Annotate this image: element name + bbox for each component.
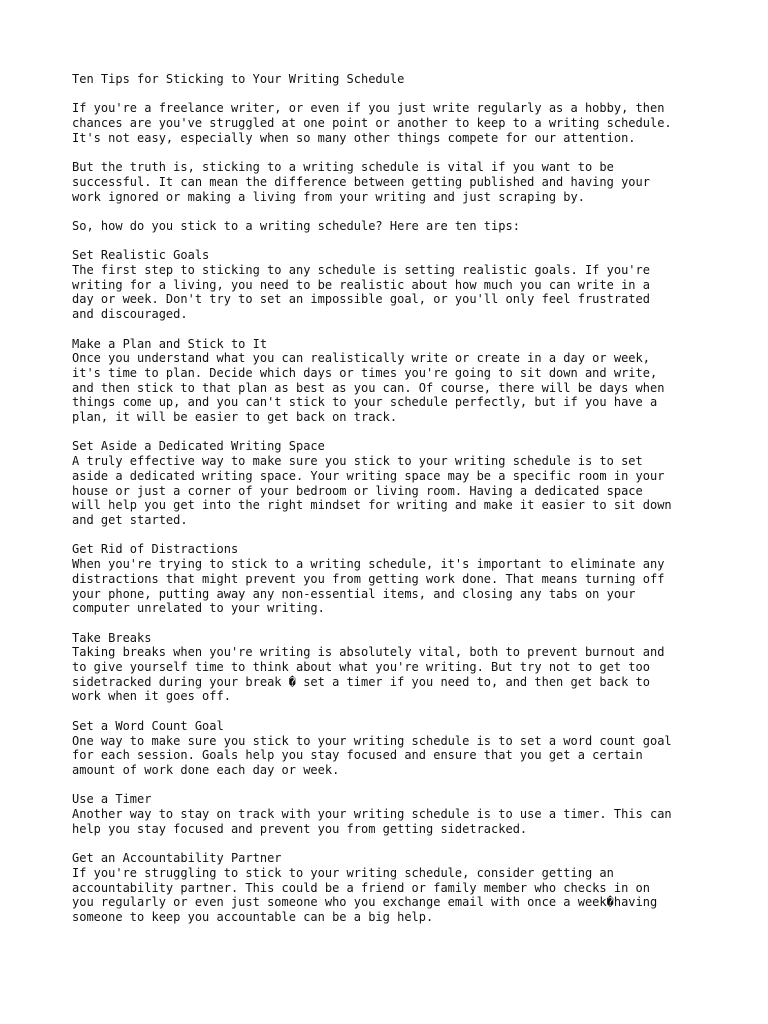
tip-section [72,631,712,705]
tip-heading: Use a Timer [72,792,152,807]
intro-paragraph-2: But the truth is, sticking to a writing schedule is vital if you want to be successful. It can mean the difference between getting published and having your work ignored or making a living from your writing and just scraping by. [72,160,650,204]
tip-section [72,337,712,425]
tip-body: When you're trying to stick to a writing schedule, it's important to eliminate any distractions that might prevent you from getting work done. That means turning off your phone, putting away any non-essential items, and closing any tabs on your computer unrelated to your writing. [72,557,665,616]
tip-heading: Get an Accountability Partner [72,851,282,866]
document-title: Ten Tips for Sticking to Your Writing Schedule [72,72,405,86]
tip-heading: Make a Plan and Stick to It [72,336,268,351]
tip-body: Taking breaks when you're writing is absolutely vital, both to prevent burnout and to give yourself time to think about what you're writing. But try not to get too sidetracked during your break � set a timer if you need to, and then get back to work when it goes off. [72,645,665,704]
intro-paragraph-3: So, how do you stick to a writing schedule? Here are ten tips: [72,218,520,233]
document-page [72,72,712,939]
tip-section [72,851,712,925]
tip-section [72,248,712,322]
tip-body: Another way to stay on track with your writing schedule is to use a timer. This can help you stay focused and prevent you from getting sidetracked. [72,807,672,836]
tip-heading: Set Aside a Dedicated Writing Space [72,439,325,454]
tip-section [72,719,712,778]
tip-heading: Set Realistic Goals [72,248,210,263]
tip-section [72,792,712,836]
tip-heading: Set a Word Count Goal [72,718,224,733]
tip-body: One way to make sure you stick to your writing schedule is to set a word count goal for each session. Goals help you stay focused and ensure that you get a certain amount of work done each day or week. [72,733,672,777]
tip-body: The first step to sticking to any schedule is setting realistic goals. If you're writing for a living, you need to be realistic about how much you can write in a day or week. Don't try to set an impossible goal, or you'll only feel frustrated and discouraged. [72,263,650,322]
tip-body: A truly effective way to make sure you stick to your writing schedule is to set aside a dedicated writing space. Your writing space may be a specific room in your house or just a corner of your bedroom or living room. Having a dedicated space will help you get into the right mindset for writing and make it easier to sit down and get started. [72,454,672,527]
intro-paragraph-1: If you're a freelance writer, or even if you just write regularly as a hobby, then chances are you've struggled at one point or another to keep to a writing schedule. It's not easy, especially when so many other things compete for our attention. [72,101,672,145]
tip-section [72,542,712,616]
tip-heading: Get Rid of Distractions [72,542,239,557]
tip-heading: Take Breaks [72,630,152,645]
tip-body: Once you understand what you can realistically write or create in a day or week, it's time to plan. Decide which days or times you're going to sit down and write, and then stick to that plan as best as you can. Of course, there will be days when things come up, and you can't stick to your schedule perfectly, but if you have a plan, it will be easier to get back on track. [72,351,665,425]
tip-body: If you're struggling to stick to your writing schedule, consider getting an accountability partner. This could be a friend or family member who checks in on you regularly or even just someone who you exchange email with once a week�having someone to keep you accountable can be a big help. [72,865,658,924]
tip-section [72,439,712,527]
